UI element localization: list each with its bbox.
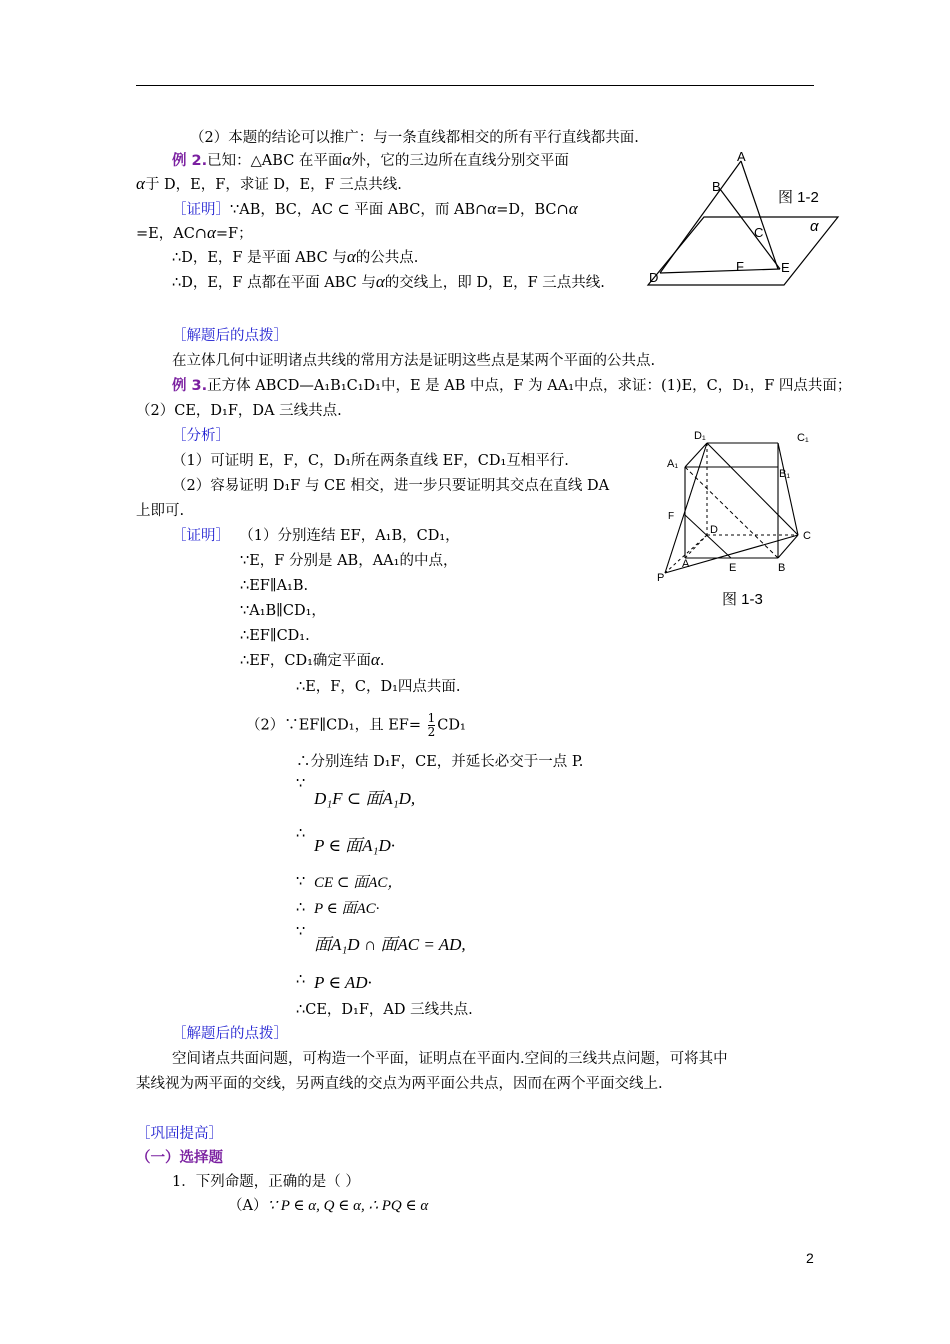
question-1-option-a bbox=[228, 1196, 428, 1216]
option-a-label: （A） bbox=[228, 1198, 268, 1214]
proof-text: 的公共点. bbox=[355, 250, 419, 266]
example-3-line bbox=[172, 376, 851, 396]
alpha-symbol: α bbox=[206, 223, 216, 242]
section-choice-heading: （一）选择题 bbox=[136, 1150, 223, 1166]
hint-heading-2: ［解题后的点拨］ bbox=[172, 1026, 288, 1042]
label-alpha: α bbox=[810, 218, 819, 235]
label-d: D bbox=[649, 270, 659, 285]
figure-1-3 bbox=[655, 425, 825, 585]
label-a: A bbox=[682, 558, 690, 570]
analysis-line-3: 上即可. bbox=[136, 503, 185, 519]
proof2-line-5: ∴EF∥CD₁. bbox=[240, 628, 310, 644]
alpha-symbol: α bbox=[342, 150, 352, 169]
label-c1: C₁ bbox=[797, 432, 809, 444]
proof2-text: ∴EF，CD₁确定平面 bbox=[240, 653, 371, 669]
remark-line: （2）本题的结论可以推广：与一条直线都相交的所有平行直线都共面. bbox=[190, 130, 639, 146]
because-symbol: ∵ bbox=[296, 924, 306, 940]
label-f: F bbox=[668, 511, 675, 522]
proof2-part2-line bbox=[246, 712, 466, 739]
math-line-6: P ∈ AD· bbox=[314, 973, 372, 992]
line-d1c bbox=[707, 443, 798, 535]
proof-text: ∵AB，BC，AC ⊂ 平面 ABC，而 AB∩ bbox=[230, 202, 488, 218]
line-ac bbox=[741, 161, 778, 269]
proof-text: =E，AC∩ bbox=[136, 226, 207, 242]
therefore-symbol: ∴ bbox=[296, 826, 306, 842]
line-ef bbox=[685, 515, 731, 558]
proof2-line-3: ∴EF∥A₁B. bbox=[240, 578, 309, 594]
figure-1-2 bbox=[640, 145, 840, 295]
example-3-line-2: （2）CE，D₁F，DA 三线共点. bbox=[136, 403, 342, 419]
hint-text-2b: 某线视为两平面的交线，另两直线的交点为两平面公共点，因而在两个平面交线上. bbox=[136, 1076, 663, 1092]
math-line-5: 面A₁D ∩ 面AC = AD, bbox=[314, 935, 466, 954]
edge-bc bbox=[778, 535, 798, 558]
math-line-3: CE ⊂ 面AC， bbox=[314, 875, 403, 891]
example-2-line bbox=[172, 150, 569, 171]
label-p: P bbox=[657, 572, 665, 584]
label-f: F bbox=[736, 259, 744, 274]
proof-line-4 bbox=[172, 272, 605, 293]
proof-line-3 bbox=[172, 247, 418, 268]
alpha-symbol: α bbox=[375, 272, 385, 291]
page-number: 2 bbox=[806, 1250, 814, 1266]
figure-1-2-caption: 图 1-2 bbox=[778, 189, 819, 206]
consolidate-heading: ［巩固提高］ bbox=[136, 1126, 223, 1142]
label-b: B bbox=[778, 562, 786, 574]
analysis-line-1: （1）可证明 E，F，C，D₁所在两条直线 EF，CD₁互相平行. bbox=[172, 453, 569, 469]
label-b: B bbox=[712, 179, 721, 194]
example-2-text: 已知：△ABC 在平面 bbox=[207, 153, 343, 169]
header-rule bbox=[136, 85, 814, 86]
fraction-numerator: 1 bbox=[427, 711, 436, 725]
line-df bbox=[660, 269, 780, 273]
example-2-line-2 bbox=[136, 174, 402, 195]
proof2-line-7: ∴E，F，C，D₁四点共面. bbox=[296, 679, 461, 695]
edge-ad bbox=[685, 535, 707, 558]
proof2-line-4: ∵A₁B∥CD₁， bbox=[240, 603, 326, 619]
because-symbol: ∵ bbox=[296, 874, 306, 890]
example-2-label: 例 2. bbox=[172, 153, 208, 169]
alpha-symbol: α bbox=[568, 199, 578, 218]
fraction-one-half bbox=[428, 712, 436, 739]
proof-text: =D，BC∩ bbox=[496, 202, 569, 218]
alpha-symbol: α bbox=[346, 247, 356, 266]
figure-1-3-caption: 图 1-3 bbox=[722, 591, 763, 608]
analysis-line-2: （2）容易证明 D₁F 与 CE 相交，进一步只要证明其交点在直线 DA bbox=[172, 478, 610, 494]
label-a: A bbox=[737, 149, 746, 164]
proof2-line-8: ∴分别连结 D₁F，CE，并延长必交于一点 P. bbox=[296, 754, 584, 770]
alpha-symbol: α bbox=[136, 174, 145, 193]
analysis-heading: ［分析］ bbox=[172, 428, 230, 444]
proof2-line-6: ∴EF，CD₁确定平面α. bbox=[240, 650, 385, 669]
example-2-text-2: 外，它的三边所在直线分别交平面 bbox=[351, 153, 569, 169]
proof-text: 的交线上，即 D，E，F 三点共线. bbox=[384, 275, 605, 291]
edge-c1c bbox=[778, 443, 798, 535]
math-line-1: D₁F ⊂ 面A₁D, bbox=[314, 789, 416, 808]
label-a1: A₁ bbox=[667, 458, 679, 470]
proof-label: ［证明］ bbox=[172, 202, 230, 218]
alpha-symbol: α bbox=[487, 199, 497, 218]
proof2-line-2: ∵E，F 分别是 AB，AA₁的中点， bbox=[240, 553, 458, 569]
hint-text-1: 在立体几何中证明诸点共线的常用方法是证明这些点是某两个平面的公共点. bbox=[172, 353, 656, 369]
label-c: C bbox=[754, 225, 764, 240]
question-1: 1．下列命题，正确的是（ ） bbox=[172, 1174, 360, 1190]
proof2-conclusion: ∴CE，D₁F，AD 三线共点. bbox=[296, 1002, 473, 1018]
label-e: E bbox=[781, 260, 790, 275]
proof-text: =F； bbox=[215, 226, 253, 242]
proof-line-2 bbox=[136, 223, 253, 244]
line-bc bbox=[720, 189, 780, 269]
therefore-symbol: ∴ bbox=[296, 900, 306, 916]
proof2-label: ［证明］ bbox=[172, 528, 230, 544]
label-e: E bbox=[729, 562, 737, 574]
label-c: C bbox=[803, 530, 811, 542]
proof2-text: （1）分别连结 EF，A₁B，CD₁， bbox=[239, 528, 460, 544]
example-3-label: 例 3. bbox=[172, 378, 208, 394]
because-symbol: ∵ bbox=[296, 776, 306, 792]
math-line-2: P ∈ 面A₁D· bbox=[314, 836, 395, 855]
proof2-text: CD₁ bbox=[437, 717, 466, 734]
alpha-symbol: α bbox=[370, 650, 380, 669]
hint-heading-1: ［解题后的点拨］ bbox=[172, 328, 288, 344]
label-d: D bbox=[710, 524, 718, 536]
option-a-math: ∵ P ∈ α, Q ∈ α, ∴ PQ ∈ α bbox=[267, 1198, 429, 1214]
proof-text: ∴D，E，F 是平面 ABC 与 bbox=[172, 250, 347, 266]
proof2-line-1 bbox=[172, 526, 460, 546]
example-2-text-3: 于 D，E，F，求证 D，E，F 三点共线. bbox=[144, 177, 402, 193]
therefore-symbol: ∴ bbox=[296, 972, 306, 988]
fraction-denominator: 2 bbox=[427, 725, 436, 739]
label-d1: D₁ bbox=[694, 430, 706, 442]
proof-text: ∴D，E，F 点都在平面 ABC 与 bbox=[172, 275, 376, 291]
hint-text-2a: 空间诸点共面问题，可构造一个平面，证明点在平面内.空间的三线共点问题，可将其中 bbox=[172, 1051, 728, 1067]
example-3-text: 正方体 ABCD—A₁B₁C₁D₁中，E 是 AB 中点，F 为 AA₁中点，求证：(1)E，C，D₁，F 四点共面； bbox=[207, 378, 852, 394]
proof-line-1 bbox=[172, 199, 578, 220]
label-b1: B₁ bbox=[779, 468, 791, 480]
proof2-text: （2）∵EF∥CD₁，且 EF= bbox=[246, 717, 422, 734]
math-line-4: P ∈ 面AC· bbox=[314, 901, 380, 917]
